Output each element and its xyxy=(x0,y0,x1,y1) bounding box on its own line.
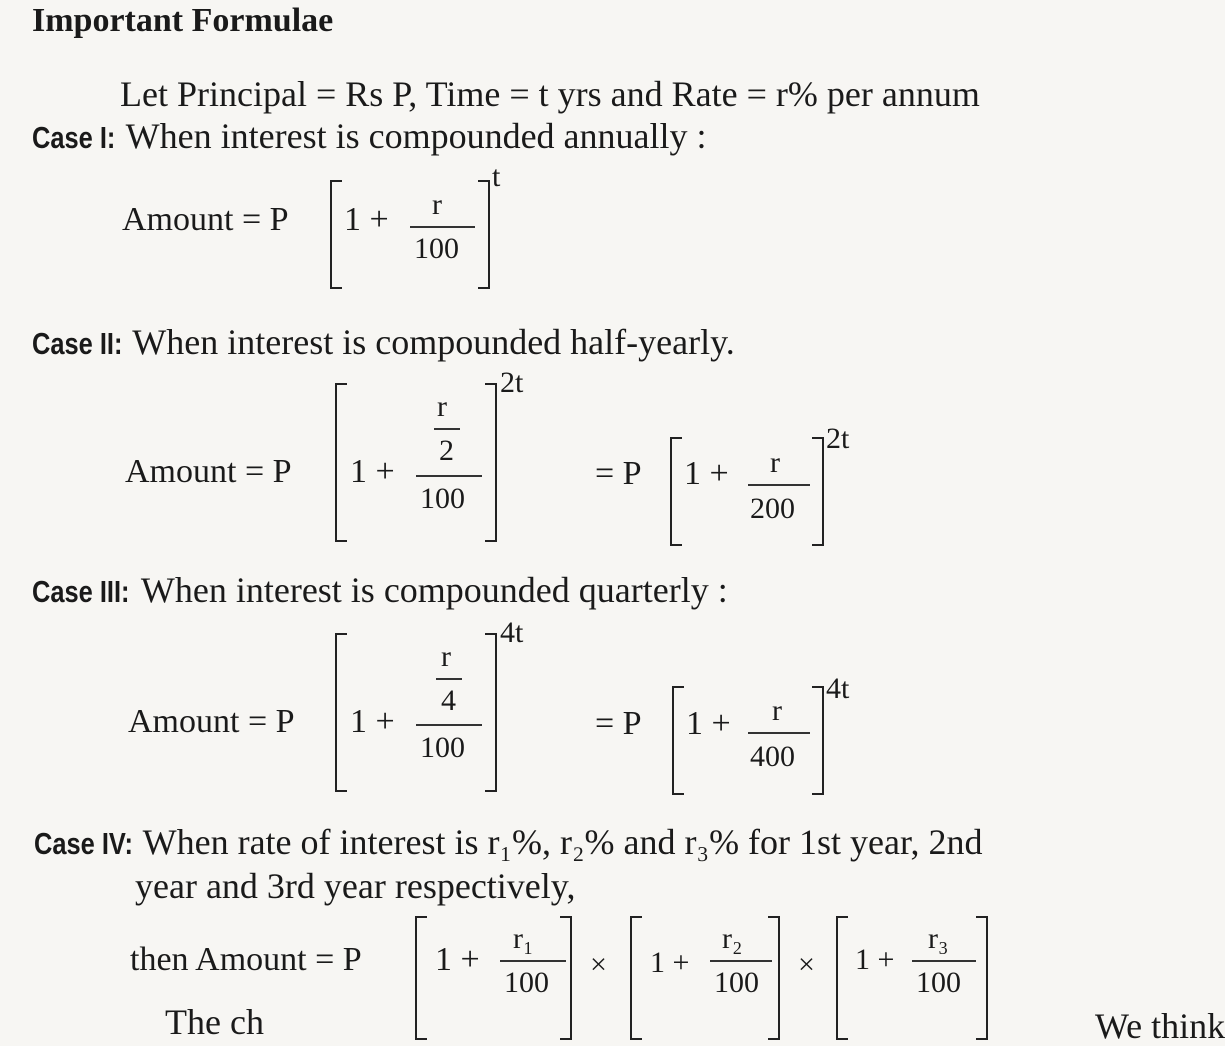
denominator-1: 100 xyxy=(504,966,549,999)
left-bracket-3 xyxy=(836,916,848,1040)
left-bracket xyxy=(335,383,347,542)
fraction-line xyxy=(748,484,810,486)
fraction-line xyxy=(748,732,810,734)
right-bracket xyxy=(478,180,490,289)
right-bracket xyxy=(485,633,497,792)
exponent: 2t xyxy=(500,366,524,399)
footer-text-right: We think xyxy=(1095,1006,1225,1046)
denominator-2: 100 xyxy=(714,966,759,999)
one-plus-1: 1 + xyxy=(435,941,480,978)
numerator-bottom: 2 xyxy=(439,434,454,467)
exponent: t xyxy=(492,160,501,193)
fraction-line xyxy=(410,226,475,228)
fraction-line-3 xyxy=(912,960,976,962)
one-plus: 1 + xyxy=(344,201,389,238)
times-1: × xyxy=(590,948,607,981)
left-bracket xyxy=(670,437,682,546)
exponent: 4t xyxy=(500,616,524,649)
exponent: 2t xyxy=(826,422,850,455)
lhs: = P xyxy=(595,705,642,742)
lhs: then Amount = P xyxy=(130,941,362,978)
numerator-2: r₂ xyxy=(722,922,743,955)
denominator-3: 100 xyxy=(916,966,961,999)
one-plus: 1 + xyxy=(686,705,731,742)
case3-label: Case III: xyxy=(32,574,130,609)
case2-text: When interest is compounded half-yearly. xyxy=(132,322,735,362)
one-plus: 1 + xyxy=(350,703,395,740)
left-bracket-1 xyxy=(415,916,427,1040)
numerator-top: r xyxy=(441,640,451,673)
numerator-3: r₃ xyxy=(928,922,949,955)
left-bracket xyxy=(335,633,347,792)
denominator: 400 xyxy=(750,740,795,773)
times-2: × xyxy=(798,948,815,981)
case4-text: When rate of interest is r₁%, r₂% and r₃% for 1st year, 2nd xyxy=(142,822,983,862)
right-bracket xyxy=(812,686,824,795)
right-bracket-2 xyxy=(768,916,780,1040)
numerator: r xyxy=(770,446,780,479)
fraction-line xyxy=(416,475,482,477)
inner-fraction-line xyxy=(434,428,460,430)
case1-label: Case I: xyxy=(32,120,116,155)
case4-label: Case IV: xyxy=(34,826,133,861)
right-bracket xyxy=(812,437,824,546)
one-plus: 1 + xyxy=(684,455,729,492)
inner-fraction-line xyxy=(436,678,462,680)
case2-heading xyxy=(32,324,735,360)
case1-text: When interest is compounded annually : xyxy=(125,116,707,156)
right-bracket xyxy=(485,383,497,542)
numerator: r xyxy=(772,694,782,727)
footer-text-left: The ch xyxy=(165,1002,264,1042)
lhs: Amount = P xyxy=(125,453,292,490)
fraction-line-2 xyxy=(710,960,772,962)
denominator: 100 xyxy=(414,232,459,265)
left-bracket-2 xyxy=(630,916,642,1040)
numerator: r xyxy=(432,188,442,221)
one-plus: 1 + xyxy=(350,453,395,490)
denominator: 200 xyxy=(750,492,795,525)
left-bracket xyxy=(330,180,342,289)
case4-text-continued: year and 3rd year respectively, xyxy=(135,866,576,906)
denominator: 100 xyxy=(420,731,465,764)
fraction-line xyxy=(416,724,482,726)
section-title: Important Formulae xyxy=(32,2,334,39)
lhs: Amount = P xyxy=(122,201,289,238)
denominator: 100 xyxy=(420,482,465,515)
case4-heading xyxy=(34,824,983,860)
intro-line: Let Principal = Rs P, Time = t yrs and Rate = r% per annum xyxy=(120,74,980,114)
case2-label: Case II: xyxy=(32,326,123,361)
lhs: Amount = P xyxy=(128,703,295,740)
exponent: 4t xyxy=(826,672,850,705)
left-bracket xyxy=(672,686,684,795)
right-bracket-3 xyxy=(976,916,988,1040)
case3-text: When interest is compounded quarterly : xyxy=(140,570,728,610)
right-bracket-1 xyxy=(560,916,572,1040)
numerator-bottom: 4 xyxy=(441,684,456,717)
numerator-top: r xyxy=(437,390,447,423)
lhs: = P xyxy=(595,455,642,492)
one-plus-2: 1 + xyxy=(650,946,690,979)
numerator-1: r₁ xyxy=(513,922,534,955)
one-plus-3: 1 + xyxy=(855,943,895,976)
case3-heading xyxy=(32,572,728,608)
case1-heading xyxy=(32,118,707,154)
fraction-line-1 xyxy=(500,960,566,962)
